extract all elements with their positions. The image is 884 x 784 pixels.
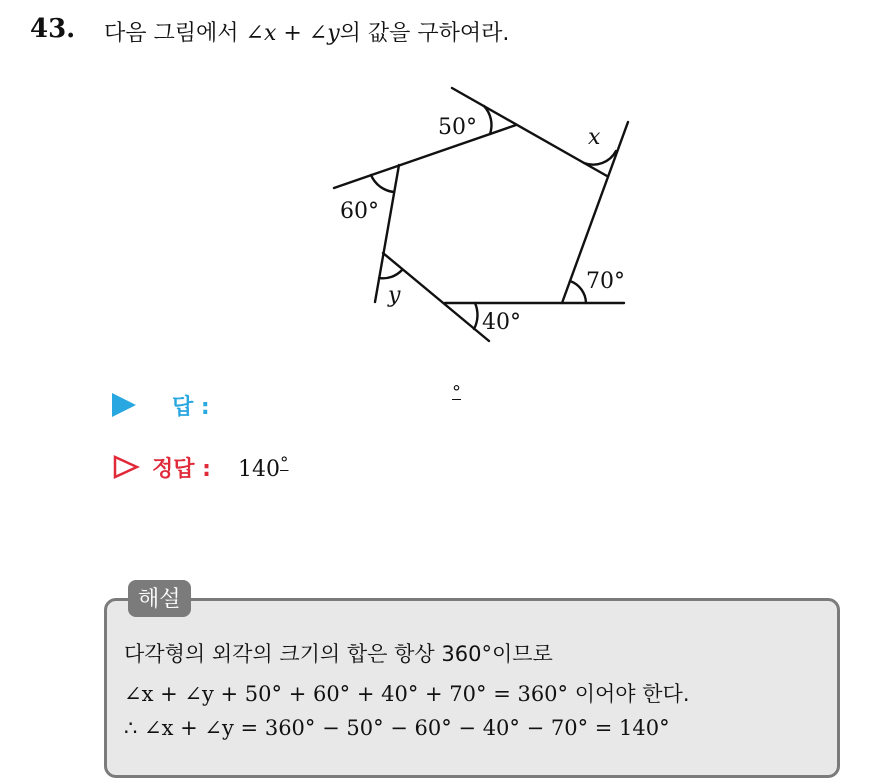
explanation-line-2-text: 이어야 한다. bbox=[574, 682, 690, 706]
play-icon bbox=[112, 393, 136, 417]
arc-70 bbox=[570, 281, 586, 303]
question-text bbox=[104, 16, 509, 47]
play-outline-icon bbox=[112, 454, 140, 480]
answer-blank[interactable]: ° bbox=[452, 382, 461, 403]
answer-label: 답 : bbox=[172, 395, 210, 420]
label-y: y bbox=[388, 283, 401, 308]
explanation-tag: 해설 bbox=[128, 580, 191, 617]
question-number: 43. bbox=[30, 14, 76, 44]
correct-number: 140 bbox=[238, 457, 280, 482]
arc-x bbox=[584, 151, 616, 165]
pentagon-figure bbox=[320, 78, 640, 348]
label-60: 60° bbox=[340, 199, 379, 224]
question-text-after: 의 값을 구하여라. bbox=[339, 21, 510, 46]
label-50: 50° bbox=[438, 115, 477, 140]
explanation-line-2 bbox=[124, 678, 690, 708]
correct-label: 정답 : bbox=[152, 457, 211, 482]
explanation-line-3: ∴ ∠x + ∠y = 360° − 50° − 60° − 40° − 70° = 140° bbox=[124, 716, 670, 740]
question-math: ∠x + ∠y bbox=[245, 21, 340, 46]
arc-60 bbox=[371, 175, 394, 192]
label-x: x bbox=[588, 125, 601, 150]
label-40: 40° bbox=[482, 310, 521, 335]
edge-top-left bbox=[334, 125, 516, 188]
question-text-before: 다음 그림에서 bbox=[104, 21, 239, 46]
explanation-line-1: 다각형의 외각의 크기의 합은 항상 360°이므로 bbox=[124, 642, 553, 666]
arc-40 bbox=[474, 303, 477, 329]
explanation-equation: ∠x + ∠y + 50° + 60° + 40° + 70° = 360° bbox=[124, 682, 569, 706]
correct-value bbox=[238, 454, 289, 482]
correct-unit: ° bbox=[280, 454, 289, 474]
arc-y bbox=[379, 270, 402, 278]
label-70: 70° bbox=[586, 269, 625, 294]
